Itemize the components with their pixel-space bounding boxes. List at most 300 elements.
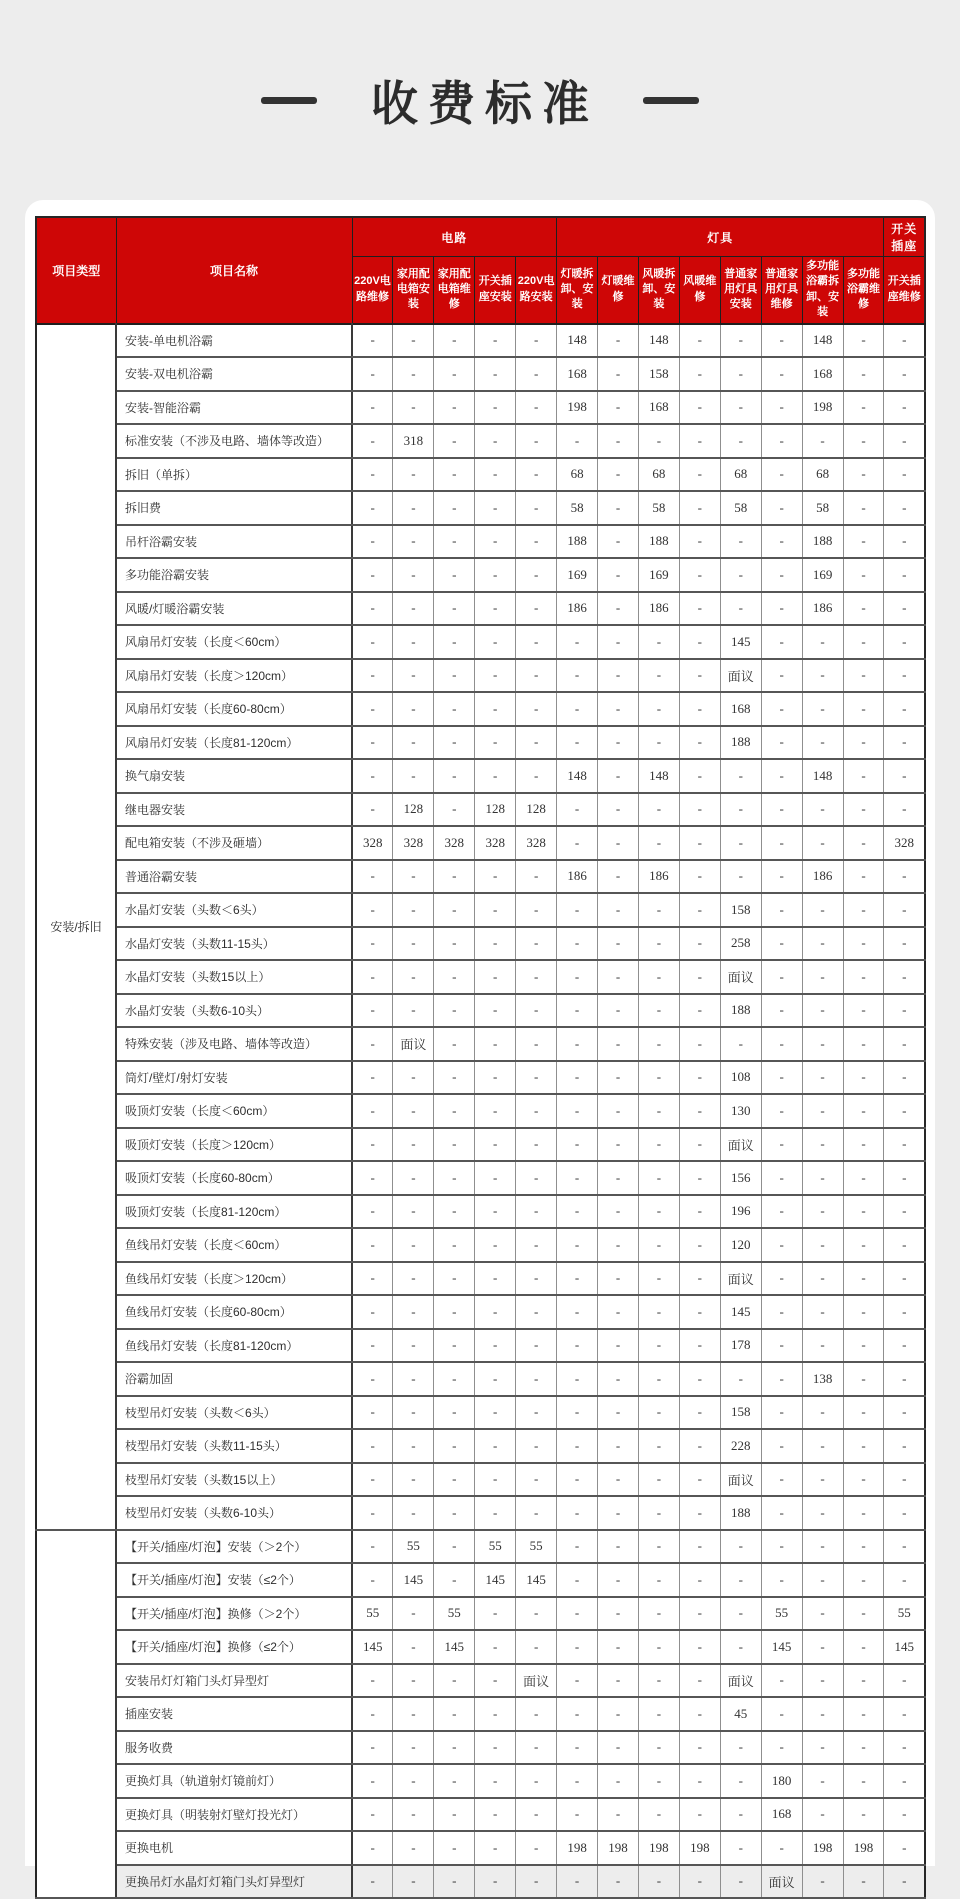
table-row <box>36 357 925 391</box>
price-cell: - <box>352 592 393 626</box>
price-cell: - <box>598 1764 639 1798</box>
price-cell: - <box>720 1764 761 1798</box>
price-cell: - <box>638 1262 679 1296</box>
price-cell: - <box>516 357 557 391</box>
price-cell: 198 <box>557 391 598 425</box>
price-cell: - <box>720 424 761 458</box>
price-cell: - <box>638 1429 679 1463</box>
price-cell: - <box>843 424 884 458</box>
price-cell: - <box>598 1630 639 1664</box>
price-cell: - <box>761 726 802 760</box>
price-cell: - <box>352 994 393 1028</box>
price-cell: - <box>393 391 434 425</box>
table-row <box>36 726 925 760</box>
price-cell: 68 <box>720 458 761 492</box>
price-cell: - <box>434 391 475 425</box>
price-cell: - <box>598 994 639 1028</box>
price-cell: - <box>434 1161 475 1195</box>
project-name-cell: 水晶灯安装（头数11-15头） <box>116 927 352 961</box>
price-cell: - <box>802 1329 843 1363</box>
price-cell: - <box>761 1831 802 1865</box>
header-project-type: 项目类型 <box>36 217 116 324</box>
price-cell: - <box>393 659 434 693</box>
price-cell: 178 <box>720 1329 761 1363</box>
price-cell: - <box>475 1630 516 1664</box>
price-cell: - <box>434 1563 475 1597</box>
price-cell: - <box>393 759 434 793</box>
price-cell: - <box>761 759 802 793</box>
price-cell: - <box>557 1161 598 1195</box>
price-cell: - <box>720 1563 761 1597</box>
price-cell: - <box>720 1597 761 1631</box>
price-cell: - <box>475 1161 516 1195</box>
price-cell: - <box>761 525 802 559</box>
price-cell: - <box>761 1295 802 1329</box>
price-cell: - <box>352 1262 393 1296</box>
price-cell: - <box>516 1597 557 1631</box>
price-cell: - <box>884 1664 925 1698</box>
price-cell: - <box>679 1262 720 1296</box>
price-cell: - <box>761 860 802 894</box>
price-cell: 148 <box>638 759 679 793</box>
price-cell: - <box>884 927 925 961</box>
price-cell: - <box>679 324 720 358</box>
price-cell: - <box>802 1697 843 1731</box>
project-name-cell: 插座安装 <box>116 1697 352 1731</box>
price-cell: - <box>352 1061 393 1095</box>
price-cell: 145 <box>393 1563 434 1597</box>
price-cell: - <box>884 1563 925 1597</box>
price-cell: - <box>761 1128 802 1162</box>
price-cell: - <box>393 1463 434 1497</box>
price-cell: - <box>598 324 639 358</box>
price-cell: - <box>434 759 475 793</box>
price-cell: - <box>557 960 598 994</box>
price-cell: 188 <box>720 726 761 760</box>
price-cell: - <box>393 1061 434 1095</box>
price-cell: - <box>516 1161 557 1195</box>
price-cell: - <box>516 1764 557 1798</box>
price-cell: - <box>884 726 925 760</box>
price-cell: 面议 <box>720 1664 761 1698</box>
project-name-cell: 吸顶灯安装（长度60-80cm） <box>116 1161 352 1195</box>
price-cell: - <box>352 1027 393 1061</box>
price-cell: - <box>761 994 802 1028</box>
price-cell: - <box>884 1429 925 1463</box>
price-cell: - <box>679 1128 720 1162</box>
price-cell: - <box>434 1664 475 1698</box>
price-cell: - <box>434 1262 475 1296</box>
price-cell: - <box>598 692 639 726</box>
price-cell: - <box>598 1563 639 1597</box>
price-cell: - <box>516 659 557 693</box>
price-cell: - <box>557 424 598 458</box>
column-header: 家用配电箱维修 <box>434 257 475 324</box>
price-cell: - <box>598 659 639 693</box>
price-cell: - <box>679 558 720 592</box>
price-cell: - <box>638 994 679 1028</box>
price-cell: - <box>638 960 679 994</box>
price-cell: - <box>884 324 925 358</box>
project-name-cell: 风暖/灯暖浴霸安装 <box>116 592 352 626</box>
price-cell: - <box>843 1731 884 1765</box>
price-cell: - <box>802 1731 843 1765</box>
price-cell: - <box>557 1798 598 1832</box>
price-cell: - <box>557 1597 598 1631</box>
price-cell: - <box>638 1061 679 1095</box>
price-cell: - <box>557 1496 598 1530</box>
table-row <box>36 893 925 927</box>
price-cell: 318 <box>393 424 434 458</box>
price-cell: - <box>802 1563 843 1597</box>
price-cell: - <box>761 424 802 458</box>
price-cell: 面议 <box>761 1865 802 1899</box>
column-header: 开关插座安装 <box>475 257 516 324</box>
price-cell: - <box>475 1329 516 1363</box>
price-cell: - <box>843 994 884 1028</box>
price-cell: 145 <box>884 1630 925 1664</box>
price-cell: 面议 <box>720 1262 761 1296</box>
price-cell: - <box>475 726 516 760</box>
project-name-cell: 吊杆浴霸安装 <box>116 525 352 559</box>
column-header: 多功能浴霸维修 <box>843 257 884 324</box>
price-cell: - <box>434 1463 475 1497</box>
price-cell: - <box>434 659 475 693</box>
price-cell: - <box>434 424 475 458</box>
price-cell: - <box>434 960 475 994</box>
price-cell: - <box>679 1563 720 1597</box>
price-cell: - <box>475 1731 516 1765</box>
price-cell: - <box>720 592 761 626</box>
price-cell: - <box>843 1664 884 1698</box>
price-cell: - <box>393 324 434 358</box>
price-cell: - <box>884 759 925 793</box>
price-cell: - <box>679 1061 720 1095</box>
table-row <box>36 1161 925 1195</box>
price-cell: - <box>475 357 516 391</box>
price-cell: - <box>884 458 925 492</box>
price-cell: 156 <box>720 1161 761 1195</box>
price-cell: 145 <box>761 1630 802 1664</box>
table-row <box>36 1764 925 1798</box>
table-row <box>36 1429 925 1463</box>
column-header: 风暖维修 <box>679 257 720 324</box>
price-cell: - <box>679 1329 720 1363</box>
price-cell: - <box>761 1563 802 1597</box>
price-cell: - <box>802 1161 843 1195</box>
price-cell: - <box>638 1195 679 1229</box>
price-cell: - <box>516 1731 557 1765</box>
price-cell: - <box>843 1128 884 1162</box>
price-cell: - <box>884 659 925 693</box>
price-cell: 168 <box>638 391 679 425</box>
price-cell: - <box>352 1530 393 1564</box>
price-cell: - <box>679 1094 720 1128</box>
price-cell: - <box>598 1496 639 1530</box>
price-cell: - <box>557 1664 598 1698</box>
price-cell: - <box>393 1764 434 1798</box>
price-cell: - <box>843 391 884 425</box>
price-cell: - <box>679 391 720 425</box>
price-cell: - <box>720 860 761 894</box>
price-cell: - <box>802 1195 843 1229</box>
price-cell: 188 <box>720 994 761 1028</box>
price-cell: - <box>352 960 393 994</box>
price-cell: - <box>638 1664 679 1698</box>
table-row <box>36 793 925 827</box>
project-name-cell: 更换灯具（轨道射灯镜前灯） <box>116 1764 352 1798</box>
price-cell: - <box>802 1463 843 1497</box>
price-cell: - <box>843 960 884 994</box>
price-cell: - <box>598 1798 639 1832</box>
price-cell: - <box>638 726 679 760</box>
price-cell: 148 <box>802 759 843 793</box>
price-cell: - <box>761 1027 802 1061</box>
project-name-cell: 【开关/插座/灯泡】安装（≤2个） <box>116 1563 352 1597</box>
price-cell: - <box>843 1396 884 1430</box>
price-cell: - <box>393 1831 434 1865</box>
project-name-cell: 服务收费 <box>116 1731 352 1765</box>
project-name-cell: 拆旧费 <box>116 491 352 525</box>
price-cell: - <box>679 759 720 793</box>
price-cell: - <box>638 1362 679 1396</box>
price-cell: - <box>884 1295 925 1329</box>
price-cell: - <box>352 424 393 458</box>
price-cell: - <box>761 1429 802 1463</box>
price-cell: - <box>679 1463 720 1497</box>
price-cell: - <box>598 1161 639 1195</box>
price-cell: - <box>884 893 925 927</box>
price-cell: - <box>802 1128 843 1162</box>
price-cell: - <box>638 1094 679 1128</box>
price-cell: - <box>761 1161 802 1195</box>
price-cell: - <box>884 1061 925 1095</box>
price-cell: - <box>393 458 434 492</box>
price-cell: - <box>843 1329 884 1363</box>
price-cell: - <box>434 1061 475 1095</box>
price-cell: - <box>516 726 557 760</box>
price-cell: - <box>393 1228 434 1262</box>
price-cell: - <box>475 324 516 358</box>
project-name-cell: 安装-单电机浴霸 <box>116 324 352 358</box>
column-group-header: 开关插座 <box>884 217 925 257</box>
price-cell: - <box>802 1798 843 1832</box>
price-cell: - <box>557 1630 598 1664</box>
price-cell: - <box>679 692 720 726</box>
price-cell: - <box>679 1597 720 1631</box>
price-cell: - <box>679 1429 720 1463</box>
price-cell: - <box>352 324 393 358</box>
price-cell: - <box>598 592 639 626</box>
price-cell: 68 <box>557 458 598 492</box>
price-cell: - <box>843 1027 884 1061</box>
price-cell: - <box>557 1061 598 1095</box>
price-cell: 138 <box>802 1362 843 1396</box>
price-cell: - <box>598 525 639 559</box>
price-cell: - <box>843 1094 884 1128</box>
price-cell: 45 <box>720 1697 761 1731</box>
price-cell: - <box>393 1262 434 1296</box>
price-cell: - <box>802 1597 843 1631</box>
price-cell: - <box>843 491 884 525</box>
price-cell: - <box>516 424 557 458</box>
price-cell: - <box>761 960 802 994</box>
price-cell: - <box>638 692 679 726</box>
project-name-cell: 吸顶灯安装（长度＞120cm） <box>116 1128 352 1162</box>
price-cell: - <box>720 1630 761 1664</box>
price-cell: - <box>679 860 720 894</box>
price-cell: - <box>884 357 925 391</box>
price-cell: - <box>475 1865 516 1899</box>
price-cell: - <box>352 659 393 693</box>
price-cell: - <box>557 1262 598 1296</box>
price-cell: - <box>516 592 557 626</box>
price-cell: - <box>393 525 434 559</box>
price-cell: - <box>557 1228 598 1262</box>
price-cell: - <box>802 893 843 927</box>
price-cell: - <box>679 1496 720 1530</box>
table-row <box>36 1061 925 1095</box>
table-row <box>36 558 925 592</box>
price-cell: - <box>720 826 761 860</box>
price-cell: - <box>638 424 679 458</box>
price-cell: - <box>475 1262 516 1296</box>
price-cell: - <box>884 491 925 525</box>
project-name-cell: 水晶灯安装（头数6-10头） <box>116 994 352 1028</box>
table-row <box>36 1798 925 1832</box>
price-cell: - <box>884 1396 925 1430</box>
price-cell: 55 <box>516 1530 557 1564</box>
price-cell: - <box>393 1429 434 1463</box>
price-cell: - <box>843 1228 884 1262</box>
price-cell: - <box>598 1429 639 1463</box>
price-cell: 198 <box>679 1831 720 1865</box>
price-cell: - <box>557 1764 598 1798</box>
price-cell: - <box>434 1295 475 1329</box>
column-header: 220V电路安装 <box>516 257 557 324</box>
price-cell: 198 <box>598 1831 639 1865</box>
price-cell: 188 <box>720 1496 761 1530</box>
price-cell: - <box>516 625 557 659</box>
price-cell: - <box>475 1664 516 1698</box>
price-cell: - <box>802 1027 843 1061</box>
price-cell: - <box>434 1329 475 1363</box>
price-cell: - <box>352 860 393 894</box>
table-row <box>36 1396 925 1430</box>
project-name-cell: 安装-智能浴霸 <box>116 391 352 425</box>
project-name-cell: 换气扇安装 <box>116 759 352 793</box>
price-cell: - <box>352 1731 393 1765</box>
project-name-cell: 吸顶灯安装（长度81-120cm） <box>116 1195 352 1229</box>
price-cell: - <box>884 1496 925 1530</box>
price-cell: - <box>638 1764 679 1798</box>
price-cell: 145 <box>352 1630 393 1664</box>
project-name-cell: 【开关/插座/灯泡】安装（＞2个） <box>116 1530 352 1564</box>
price-cell: - <box>434 592 475 626</box>
price-cell: - <box>393 558 434 592</box>
price-cell: 180 <box>761 1764 802 1798</box>
price-cell: - <box>802 1664 843 1698</box>
price-cell: - <box>475 1831 516 1865</box>
price-cell: - <box>393 592 434 626</box>
price-cell: - <box>434 1798 475 1832</box>
price-cell: - <box>843 1295 884 1329</box>
price-cell: - <box>843 1496 884 1530</box>
price-cell: - <box>475 1362 516 1396</box>
price-cell: - <box>761 357 802 391</box>
price-cell: - <box>884 1128 925 1162</box>
price-cell: - <box>393 1496 434 1530</box>
price-cell: 186 <box>557 860 598 894</box>
price-cell: - <box>516 994 557 1028</box>
price-cell: - <box>761 1061 802 1095</box>
price-cell: - <box>679 1798 720 1832</box>
price-cell: - <box>843 1764 884 1798</box>
price-cell: - <box>638 1128 679 1162</box>
price-cell: 169 <box>802 558 843 592</box>
price-cell: - <box>720 1362 761 1396</box>
price-cell: - <box>557 1027 598 1061</box>
price-cell: 58 <box>557 491 598 525</box>
price-cell: - <box>352 491 393 525</box>
title-block <box>0 0 960 200</box>
price-cell: - <box>393 1295 434 1329</box>
price-cell: - <box>802 793 843 827</box>
price-cell: 198 <box>802 1831 843 1865</box>
price-cell: - <box>802 659 843 693</box>
price-cell: - <box>475 860 516 894</box>
price-cell: - <box>352 1396 393 1430</box>
table-row <box>36 1831 925 1865</box>
price-cell: - <box>434 994 475 1028</box>
table-row <box>36 1128 925 1162</box>
price-cell: - <box>516 927 557 961</box>
project-name-cell: 标准安装（不涉及电路、墙体等改造） <box>116 424 352 458</box>
table-row <box>36 1630 925 1664</box>
price-cell: - <box>638 1731 679 1765</box>
price-cell: 168 <box>761 1798 802 1832</box>
price-cell: - <box>802 1396 843 1430</box>
price-cell: - <box>598 1195 639 1229</box>
price-cell: 158 <box>720 893 761 927</box>
table-row <box>36 1329 925 1363</box>
price-cell: - <box>598 424 639 458</box>
price-cell: - <box>638 1630 679 1664</box>
price-cell: - <box>761 1697 802 1731</box>
price-cell: - <box>720 1865 761 1899</box>
price-cell: - <box>843 793 884 827</box>
price-cell: 198 <box>802 391 843 425</box>
price-cell: 128 <box>393 793 434 827</box>
project-name-cell: 风扇吊灯安装（长度＞120cm） <box>116 659 352 693</box>
price-cell: - <box>802 994 843 1028</box>
price-cell: - <box>638 1228 679 1262</box>
price-cell: 186 <box>638 860 679 894</box>
price-cell: - <box>352 1329 393 1363</box>
price-cell: - <box>802 1530 843 1564</box>
price-cell: - <box>434 357 475 391</box>
price-cell: - <box>761 793 802 827</box>
price-cell: - <box>843 1865 884 1899</box>
table-row <box>36 692 925 726</box>
table-row <box>36 458 925 492</box>
price-cell: - <box>679 1396 720 1430</box>
price-cell: - <box>843 458 884 492</box>
project-name-cell: 风扇吊灯安装（长度60-80cm） <box>116 692 352 726</box>
price-cell: 188 <box>638 525 679 559</box>
price-cell: - <box>884 1865 925 1899</box>
price-cell: - <box>843 860 884 894</box>
